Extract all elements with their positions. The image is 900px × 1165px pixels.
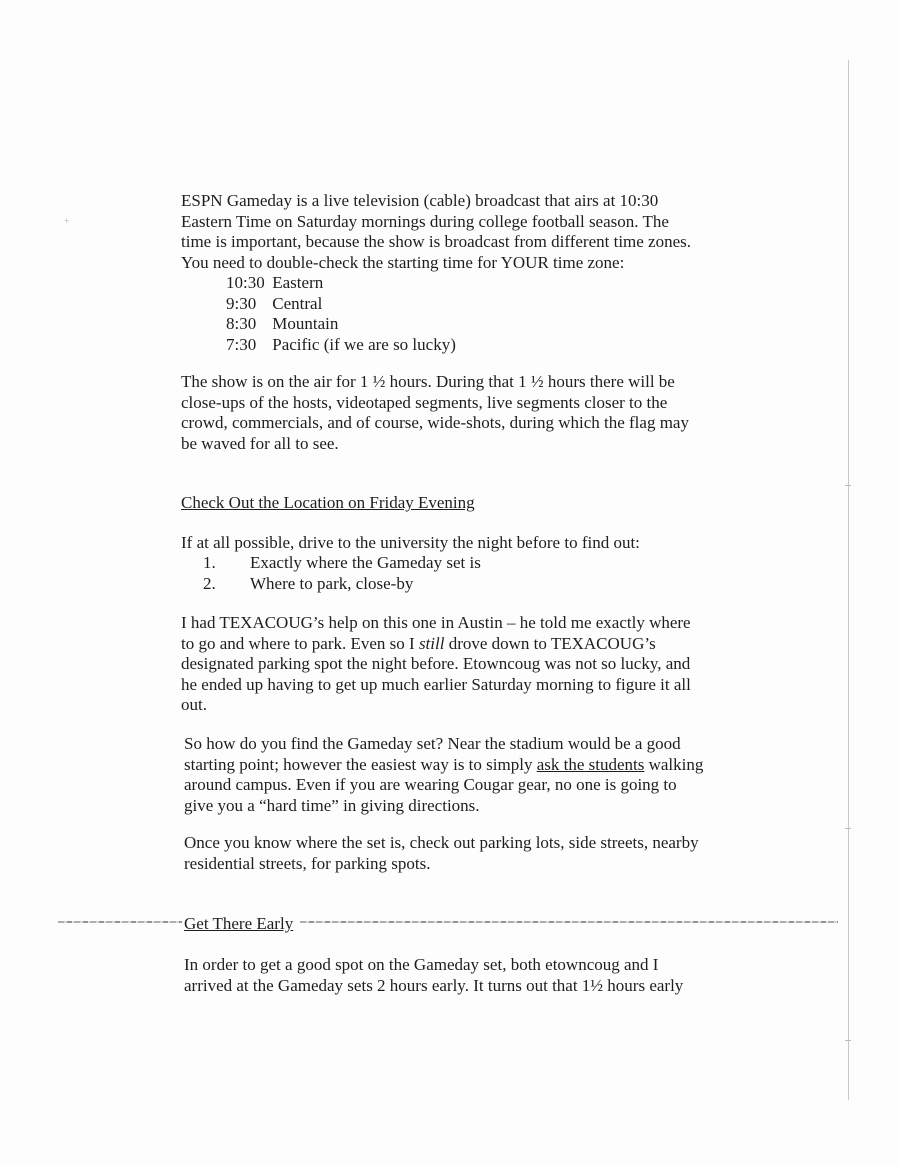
list-text: Where to park, close-by xyxy=(250,573,414,593)
intro-line: time is important, because the show is broadcast from different time zones. xyxy=(181,232,692,251)
paragraph-show xyxy=(181,372,741,454)
text-run: to go and where to park. Even so I xyxy=(181,633,419,653)
paragraph-intro xyxy=(181,191,741,273)
section-heading-location: Check Out the Location on Friday Evening xyxy=(181,493,475,512)
parking-line: residential streets, for parking spots. xyxy=(184,853,431,873)
show-line: The show is on the air for 1 ½ hours. During that 1 ½ hours there will be xyxy=(181,372,675,391)
texacoug-line: designated parking spot the night before. Etowncoug was not so lucky, and xyxy=(181,654,691,673)
show-line: close-ups of the hosts, videotaped segments, live segments closer to the xyxy=(181,392,668,412)
scan-rule-right xyxy=(300,921,838,923)
page-edge-tick xyxy=(845,485,851,486)
time-zone-row xyxy=(226,335,456,356)
list-item xyxy=(203,574,481,595)
early-line: In order to get a good spot on the Gameday set, both etowncoug and I xyxy=(184,955,659,974)
intro-line: You need to double-check the starting time for YOUR time zone: xyxy=(181,252,625,272)
emphasis-still: still xyxy=(418,633,445,653)
page-edge xyxy=(848,60,849,1100)
texacoug-line: I had TEXACOUG’s help on this one in Austin – he told me exactly where xyxy=(181,613,691,632)
find-set-line: give you a “hard time” in giving directions. xyxy=(184,795,480,815)
page-edge-tick xyxy=(845,828,851,829)
show-line: crowd, commercials, and of course, wide-shots, during which the flag may xyxy=(181,413,689,432)
paragraph-early xyxy=(184,955,744,996)
time-zone-name: Eastern xyxy=(272,273,324,292)
time-zone-name: Pacific (if we are so lucky) xyxy=(272,334,456,354)
find-set-line xyxy=(184,755,744,776)
texacoug-line: out. xyxy=(181,695,207,714)
time-zone-time: 9:30 xyxy=(226,293,257,313)
texacoug-line: he ended up having to get up much earlier Saturday morning to figure it all xyxy=(181,674,691,694)
find-out-list xyxy=(203,553,481,594)
drive-line: If at all possible, drive to the university the night before to find out: xyxy=(181,533,640,552)
show-line: be waved for all to see. xyxy=(181,433,339,453)
margin-mark: + xyxy=(64,216,70,226)
page-edge-tick xyxy=(845,1040,851,1041)
texacoug-line xyxy=(181,634,741,655)
time-zone-list xyxy=(226,273,456,355)
list-number: 1. xyxy=(203,553,216,572)
time-zone-name: Mountain xyxy=(272,314,339,333)
time-zone-time: 8:30 xyxy=(226,314,257,333)
list-item xyxy=(203,553,481,574)
intro-line: ESPN Gameday is a live television (cable) broadcast that airs at 10:30 xyxy=(181,191,659,210)
parking-line: Once you know where the set is, check out parking lots, side streets, nearby xyxy=(184,833,699,852)
paragraph-find-set xyxy=(184,734,744,816)
scan-rule-left xyxy=(58,921,182,923)
paragraph-drive xyxy=(181,533,741,554)
text-run: starting point; however the easiest way is to simply xyxy=(184,754,537,774)
find-set-line: around campus. Even if you are wearing Cougar gear, no one is going to xyxy=(184,775,677,794)
time-zone-row xyxy=(226,294,456,315)
list-text: Exactly where the Gameday set is xyxy=(250,553,481,572)
section-heading-early: Get There Early xyxy=(184,914,294,933)
list-number: 2. xyxy=(203,573,216,593)
early-line: arrived at the Gameday sets 2 hours early. It turns out that 1½ hours early xyxy=(184,975,684,995)
underlined-ask-the-students: ask the students xyxy=(536,754,645,774)
find-set-line: So how do you find the Gameday set? Near the stadium would be a good xyxy=(184,734,681,753)
paragraph-parking xyxy=(184,833,744,874)
time-zone-name: Central xyxy=(272,293,323,313)
intro-line: Eastern Time on Saturday mornings during college football season. The xyxy=(181,211,669,231)
time-zone-time: 10:30 xyxy=(226,273,265,292)
text-run: walking xyxy=(644,754,704,774)
text-run: drove down to TEXACOUG’s xyxy=(444,633,656,653)
time-zone-time: 7:30 xyxy=(226,334,257,354)
time-zone-row xyxy=(226,314,456,335)
time-zone-row xyxy=(226,273,456,294)
paragraph-texacoug xyxy=(181,613,741,716)
